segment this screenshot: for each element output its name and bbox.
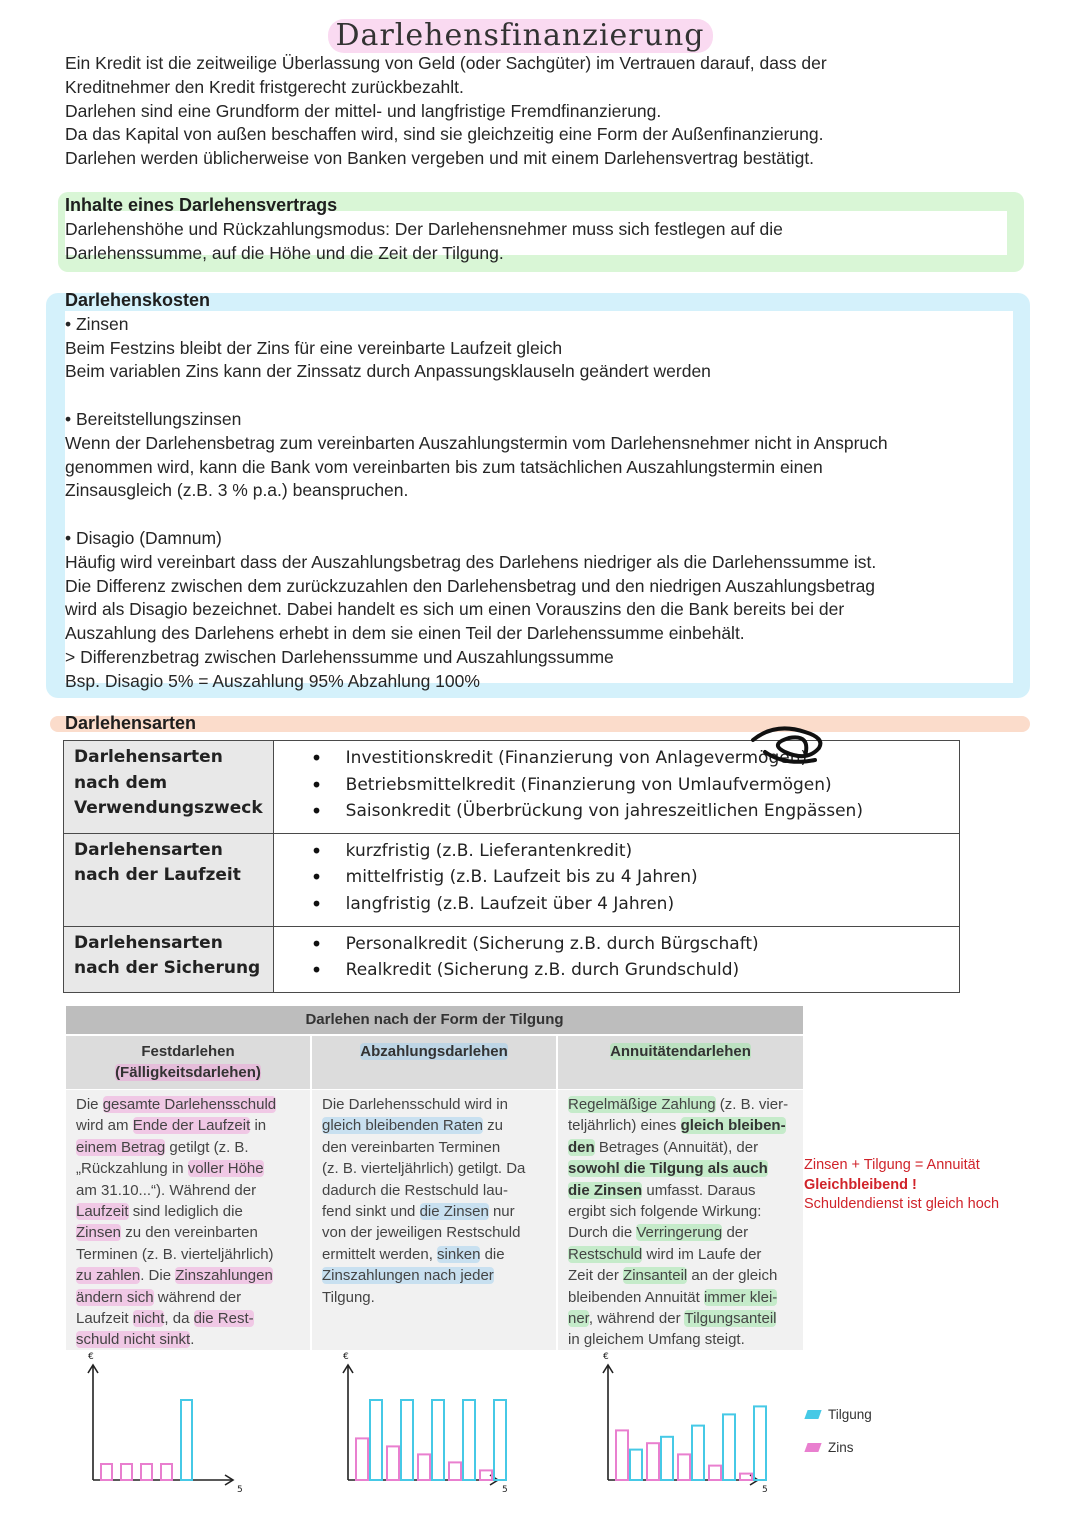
- column-text-line: wird am Ende der Laufzeit in: [76, 1117, 267, 1135]
- darlehensarten-table: [63, 740, 960, 993]
- kosten-heading: Darlehenskosten: [65, 290, 211, 310]
- list-item: • Investitionskredit (Finanzierung von Anlagevermögen): [324, 745, 949, 772]
- tilgung-table: [66, 1006, 803, 1349]
- list-item: • Saisonkredit (Überbrückung von jahreszeitlichen Engpässen): [324, 798, 949, 825]
- kosten-bereitstellung-line: Wenn der Darlehensbetrag zum vereinbarten Auszahlungstermin vom Darlehensnehmer nicht in Anspruch: [65, 432, 888, 453]
- scribble-doodle: [745, 722, 835, 770]
- zins-bar: [709, 1466, 721, 1480]
- note-remark: Schuldendienst ist gleich hoch: [804, 1196, 1000, 1212]
- zins-bar: [101, 1464, 112, 1480]
- x-axis-label: 5: [502, 1485, 508, 1495]
- column-text-line: in gleichem Umfang steigt.: [568, 1331, 745, 1349]
- tilgung-bar: [661, 1437, 673, 1480]
- kosten-zinsen-line: • Zinsen: [65, 313, 129, 334]
- fest-column-header: Festdarlehen (Fälligkeitsdarlehen): [66, 1036, 310, 1089]
- legend-zins: Zins: [806, 1440, 854, 1455]
- list-item: • mittelfristig (z.B. Laufzeit bis zu 4 Jahren): [324, 864, 949, 891]
- column-text-line: Tilgung.: [322, 1288, 375, 1306]
- zins-bar: [740, 1474, 752, 1480]
- column-text-line: Zeit der Zinsanteil an der gleich: [568, 1267, 778, 1285]
- column-text-line: Die gesamte Darlehensschuld: [76, 1096, 277, 1113]
- intro-line: Kreditnehmer den Kredit fristgerecht zurückbezahlt.: [65, 76, 464, 97]
- kosten-bereitstellung-line: Zinsausgleich (z.B. 3 % p.a.) beanspruchen.: [65, 480, 409, 501]
- kosten-bereitstellung-line: genommen wird, kann die Bank vom vereinbarten bis zum tatsächlichen Auszahlungstermin einen: [65, 456, 823, 477]
- kosten-disagio-line: Häufig wird vereinbart dass der Auszahlungsbetrag des Darlehens niedriger als die Darlehenssumme ist.: [65, 551, 877, 572]
- row-label: Darlehensarten nach der Sicherung: [64, 926, 274, 992]
- column-text-line: ergibt sich folgende Wirkung:: [568, 1203, 762, 1221]
- tilgung-bar: [494, 1400, 506, 1480]
- column-text-line: sowohl die Tilgung als auch: [568, 1160, 768, 1178]
- intro-paragraph: [65, 52, 1055, 171]
- tilgung-bar: [432, 1400, 444, 1480]
- page-title: Darlehensfinanzierung: [0, 18, 1040, 53]
- vertrag-line: Darlehenshöhe und Rückzahlungsmodus: Der Darlehensnehmer muss sich festlegen auf die: [65, 218, 783, 239]
- zins-bar: [418, 1454, 430, 1480]
- kosten-section: [65, 289, 1055, 694]
- kosten-disagio-line: Auszahlung des Darlehens erhebt in dem sie einen Teil der Darlehenssumme einbehält.: [65, 623, 745, 644]
- kosten-zinsen-line: Beim variablen Zins kann der Zinssatz durch Anpassungsklauseln geändert werden: [65, 361, 711, 382]
- note-formula: Zinsen + Tilgung = Annuität: [804, 1157, 980, 1173]
- list-item: • langfristig (z.B. Laufzeit über 4 Jahren): [324, 891, 949, 918]
- column-text-line: einem Betrag getilgt (z. B.: [76, 1138, 249, 1156]
- annuitaet-column-body: [558, 1090, 803, 1350]
- kosten-zinsen-line: Beim Festzins bleibt der Zins für eine vereinbarte Laufzeit gleich: [65, 337, 563, 358]
- intro-line: Darlehen sind eine Grundform der mittel- und langfristige Fremdfinanzierung.: [65, 100, 662, 121]
- legend-zins-swatch: [804, 1443, 821, 1452]
- vertrag-section: [65, 194, 1055, 265]
- column-text-line: Restschuld wird im Laufe der: [568, 1245, 762, 1263]
- tilgung-table-heading: Darlehen nach der Form der Tilgung: [66, 1006, 803, 1034]
- row-label: Darlehensarten nach der Laufzeit: [64, 833, 274, 926]
- fest-column-body: [66, 1090, 310, 1350]
- zins-bar: [141, 1464, 152, 1480]
- annuitaet-note: [804, 1156, 999, 1215]
- column-text-line: den Betrages (Annuität), der: [568, 1138, 759, 1156]
- tilgung-bar: [630, 1450, 642, 1480]
- column-text-line: ermittelt werden, sinken die: [322, 1245, 505, 1263]
- column-text-line: ändern sich während der: [76, 1288, 242, 1306]
- tilgung-bar: [723, 1414, 735, 1480]
- column-text-line: den vereinbarten Terminen: [322, 1138, 501, 1156]
- list-item: • Betriebsmittelkredit (Finanzierung von Umlaufvermögen): [324, 772, 949, 799]
- column-text-line: Zinsen zu den vereinbarten: [76, 1224, 258, 1242]
- tilgung-bar: [754, 1406, 766, 1480]
- row-items: [273, 833, 959, 926]
- intro-line: Darlehen werden üblicherweise von Banken vergeben und mit einem Darlehensvertrag bestätigt.: [65, 148, 815, 169]
- intro-line: Da das Kapital von außen beschaffen wird, sind sie gleichzeitig eine Form der Außenfinanzierung.: [65, 124, 824, 145]
- x-axis-label: 5: [237, 1485, 243, 1495]
- row-label: Darlehensarten nach dem Verwendungszweck: [64, 741, 274, 834]
- column-text-line: zu zahlen. Die Zinszahlungen: [76, 1267, 273, 1285]
- intro-line: Ein Kredit ist die zeitweilige Überlassung von Geld (oder Sachgüter) im Vertrauen darauf, dass der: [65, 53, 827, 73]
- table-row: [64, 926, 960, 992]
- zins-bar: [161, 1464, 172, 1480]
- column-text-line: von der jeweiligen Restschuld: [322, 1224, 521, 1242]
- y-axis-label: €: [343, 1352, 349, 1362]
- abzahlung-column-header: Abzahlungsdarlehen: [312, 1036, 556, 1089]
- column-text-line: schuld nicht sinkt.: [76, 1331, 195, 1349]
- column-text-line: Regelmäßige Zahlung (z. B. vier-: [568, 1096, 789, 1113]
- tilgung-bar: [463, 1400, 475, 1480]
- zins-bar: [387, 1446, 399, 1480]
- column-text-line: dadurch die Restschuld lau-: [322, 1181, 508, 1199]
- annuitaetendarlehen-chart: [590, 1352, 775, 1502]
- tilgung-bar: [401, 1400, 413, 1480]
- kosten-disagio-line: wird als Disagio bezeichnet. Dabei handelt es sich um einen Vorauszins den die Bank bereits bei der: [65, 599, 845, 620]
- row-items: [273, 926, 959, 992]
- vertrag-heading: Inhalte eines Darlehensvertrags: [65, 195, 338, 215]
- zins-bar: [449, 1462, 461, 1480]
- column-text-line: bleibenden Annuität immer klei-: [568, 1288, 778, 1306]
- column-text-line: Laufzeit sind lediglich die: [76, 1203, 243, 1221]
- kosten-disagio-line: • Disagio (Damnum): [65, 527, 222, 548]
- column-text-line: die Zinsen umfasst. Daraus: [568, 1181, 756, 1199]
- row-items: [273, 741, 959, 834]
- arten-heading: Darlehensarten: [65, 713, 197, 733]
- abzahlung-column-body: [312, 1090, 556, 1350]
- column-text-line: Zinszahlungen nach jeder: [322, 1267, 494, 1285]
- zins-bar: [356, 1438, 368, 1480]
- column-text-line: gleich bleibenden Raten zu: [322, 1117, 503, 1135]
- zins-bar: [678, 1454, 690, 1480]
- kosten-disagio-line: > Differenzbetrag zwischen Darlehenssumme und Auszahlungssumme: [65, 646, 614, 667]
- y-axis-label: €: [88, 1352, 94, 1362]
- zins-bar: [121, 1464, 132, 1480]
- table-row: [64, 833, 960, 926]
- column-text-line: Die Darlehensschuld wird in: [322, 1096, 508, 1113]
- column-text-line: am 31.10...“). Während der: [76, 1181, 257, 1199]
- column-text-line: fend sinkt und die Zinsen nur: [322, 1203, 515, 1221]
- legend-tilgung: Tilgung: [806, 1407, 872, 1422]
- tilgung-bar: [692, 1426, 704, 1480]
- y-axis-label: €: [603, 1352, 609, 1362]
- annuitaet-column-header: Annuitätendarlehen: [558, 1036, 803, 1089]
- column-text-line: Terminen (z. B. vierteljährlich): [76, 1245, 274, 1263]
- zins-bar: [647, 1443, 659, 1480]
- abzahlungsdarlehen-chart: [330, 1352, 515, 1502]
- x-axis-label: 5: [762, 1485, 768, 1495]
- column-text-line: Laufzeit nicht, da die Rest-: [76, 1310, 254, 1328]
- kosten-disagio-line: Bsp. Disagio 5% = Auszahlung 95% Abzahlung 100%: [65, 670, 480, 691]
- column-text-line: Durch die Verringerung der: [568, 1224, 749, 1242]
- festdarlehen-chart: [75, 1352, 250, 1502]
- tilgung-bar: [370, 1400, 382, 1480]
- tilgung-bar: [181, 1400, 192, 1480]
- column-text-line: teljährlich) eines gleich bleiben-: [568, 1117, 786, 1135]
- column-text-line: „Rückzahlung in voller Höhe: [76, 1160, 264, 1178]
- list-item: • Personalkredit (Sicherung z.B. durch Bürgschaft): [324, 931, 949, 958]
- column-text-line: ner, während der Tilgungsanteil: [568, 1310, 777, 1328]
- note-emphasis: Gleichbleibend !: [804, 1176, 917, 1193]
- vertrag-line: Darlehenssumme, auf die Höhe und die Zeit der Tilgung.: [65, 242, 504, 263]
- list-item: • kurzfristig (z.B. Lieferantenkredit): [324, 838, 949, 865]
- kosten-bereitstellung-line: • Bereitstellungszinsen: [65, 408, 242, 429]
- column-text-line: (z. B. vierteljährlich) getilgt. Da: [322, 1160, 526, 1178]
- zins-bar: [616, 1430, 628, 1480]
- list-item: • Realkredit (Sicherung z.B. durch Grundschuld): [324, 957, 949, 984]
- kosten-disagio-line: Die Differenz zwischen dem zurückzuzahlen den Darlehensbetrag und den niedrigen Auszahlungsbetrag: [65, 575, 876, 596]
- legend-tilgung-swatch: [804, 1410, 821, 1419]
